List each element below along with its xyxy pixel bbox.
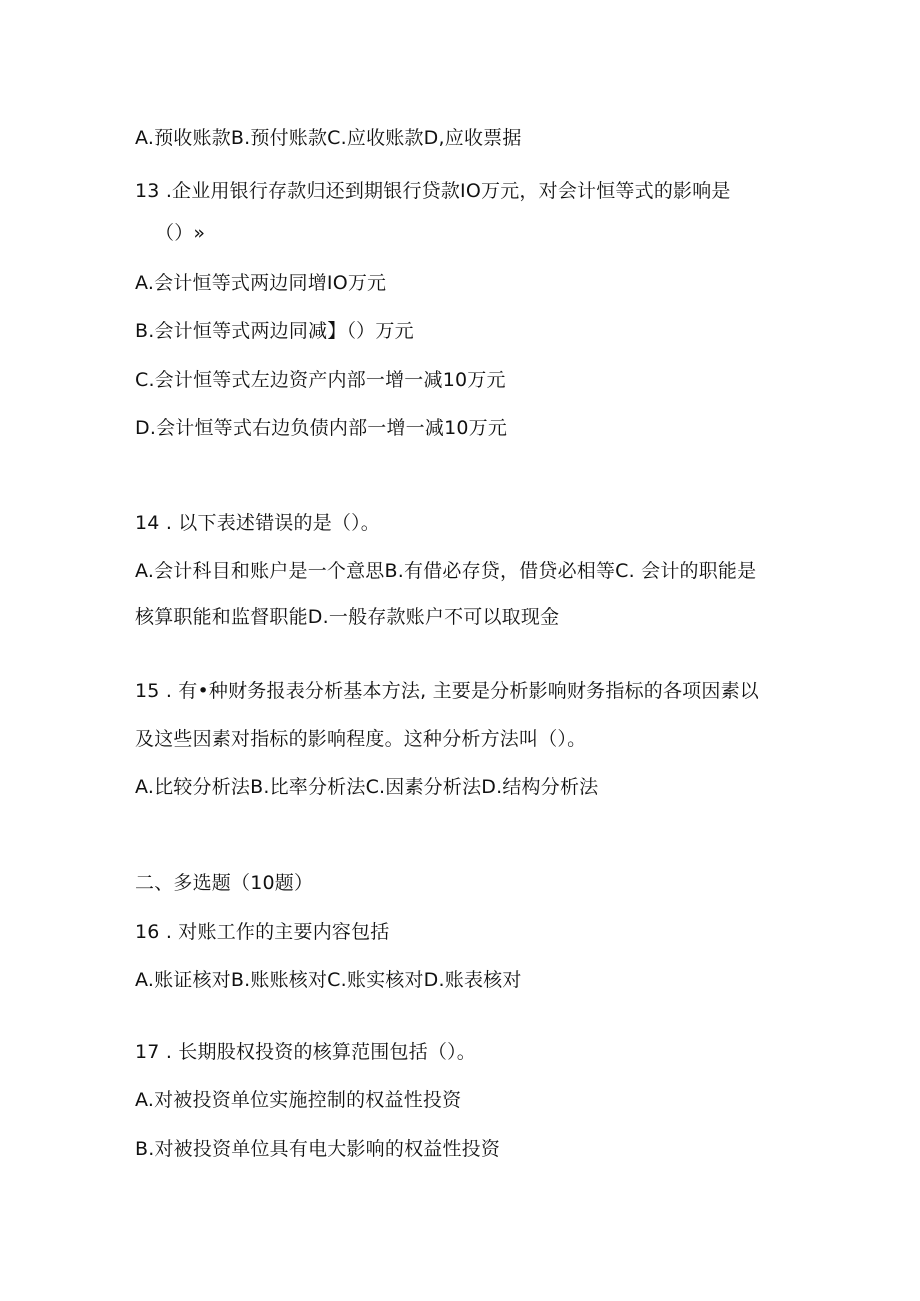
q13-question-continued: （）» <box>155 222 206 244</box>
q13-question: 13 .企业用银行存款归还到期银行贷款IO万元，对会计恒等式的影响是 <box>135 180 731 202</box>
q13-option-a: A.会计恒等式两边同增IO万元 <box>135 272 387 294</box>
q17-question: 17 . 长期股权投资的核算范围包括（）。 <box>135 1041 476 1063</box>
q12-options: A.预收账款B.预付账款C.应收账款D,应收票据 <box>135 127 522 149</box>
q17-option-b: B.对被投资单位具有电大影响的权益性投资 <box>135 1138 501 1160</box>
q15-question-line2: 及这些因素对指标的影响程度。这种分析方法叫（）。 <box>135 728 587 750</box>
q13-option-d: D.会计恒等式右边负债内部一增一减10万元 <box>135 417 508 439</box>
q15-question-line1: 15 . 有•种财务报表分析基本方法, 主要是分析影响财务指标的各项因素以 <box>135 680 759 702</box>
q15-options: A.比较分析法B.比率分析法C.因素分析法D.结构分析法 <box>135 776 599 798</box>
q17-option-a: A.对被投资单位实施控制的权益性投资 <box>135 1089 462 1111</box>
q16-options: A.账证核对B.账账核对C.账实核对D.账表核对 <box>135 969 522 991</box>
q16-question: 16 . 对账工作的主要内容包括 <box>135 921 390 943</box>
q14-question: 14 . 以下表述错误的是（）。 <box>135 512 380 534</box>
section-heading-multiple-choice: 二、多选题（10题） <box>135 872 314 894</box>
q14-options-line1: A.会计科目和账户是一个意思B.有借必存贷，借贷必相等C. 会计的职能是 <box>135 560 757 582</box>
q13-option-b: B.会计恒等式两边同减】（）万元 <box>135 320 414 342</box>
q13-option-c: C.会计恒等式左边资产内部一增一减10万元 <box>135 369 506 391</box>
q14-options-line2: 核算职能和监督职能D.一般存款账户不可以取现金 <box>135 606 560 628</box>
